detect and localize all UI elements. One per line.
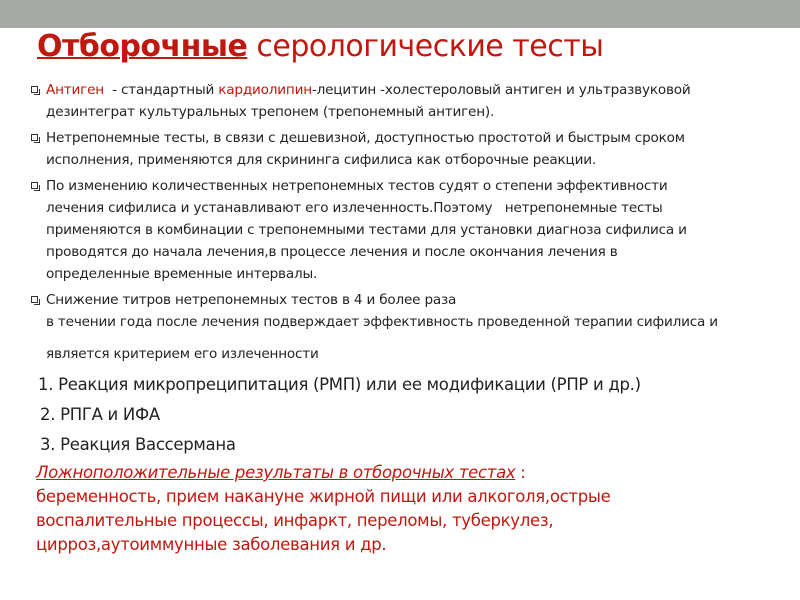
antigen-mid: - стандартный	[103, 82, 219, 98]
antigen-term: Антиген	[46, 82, 104, 98]
method-item: 3. Реакция Вассермана	[40, 435, 236, 454]
bullet-list	[30, 79, 770, 369]
quantitative-line-3: применяются в комбинации с трепонемными тестами для установки диагноза сифилиса и	[46, 222, 687, 238]
checkbox-bullet-icon	[31, 134, 38, 141]
antigen-tail-1: -лецитин -холестероловый антиген и ультразвуковой	[311, 82, 691, 98]
title-rest: серологические тесты	[247, 29, 604, 64]
method-item: 1. Реакция микропреципитация (РМП) или ее модификации (РПР и др.)	[38, 375, 641, 394]
nontreponemal-line-1: Нетрепонемные тесты, в связи с дешевизной, доступностью простотой и быстрым сроком	[46, 130, 685, 146]
quantitative-line-5: определенные временные интервалы.	[46, 266, 318, 282]
quantitative-line-4: проводятся до начала лечения,в процессе лечения и после окончания лечения в	[46, 244, 618, 260]
false-positive-colon: :	[515, 463, 526, 482]
checkbox-bullet-icon	[31, 182, 38, 189]
false-positive-line-1: беременность, прием накануне жирной пищи или алкоголя,острые	[36, 487, 611, 506]
bullet-quantitative	[30, 175, 770, 285]
quantitative-line-1: По изменению количественных нетрепонемных тестов судят о степени эффективности	[46, 178, 668, 194]
antigen-tail-2: дезинтеграт культуральных трепонем (трепонемный антиген).	[46, 104, 495, 120]
methods-list	[38, 370, 641, 460]
titer-line-2: в течении года после лечения подверждает эффективность проведенной терапии сифилиса и	[46, 314, 718, 330]
false-positive-heading-line	[36, 461, 756, 485]
quantitative-line-2: лечения сифилиса и устанавливают его излеченность.Поэтому нетрепонемные тесты	[46, 200, 663, 216]
titer-line-3: является критерием его излеченности	[46, 346, 319, 362]
nontreponemal-line-2: исполнения, применяются для скрининга сифилиса как отборочные реакции.	[46, 152, 596, 168]
checkbox-bullet-icon	[31, 296, 38, 303]
bullet-antigen	[30, 79, 770, 123]
false-positive-block	[36, 461, 756, 557]
false-positive-line-3: цирроз,аутоиммунные заболевания и др.	[36, 535, 387, 554]
slide-title	[37, 27, 603, 67]
titer-line-1: Снижение титров нетрепонемных тестов в 4 и более раза	[46, 292, 457, 308]
false-positive-heading: Ложноположительные результаты в отборочных тестах	[36, 463, 516, 482]
method-item: 2. РПГА и ИФА	[40, 405, 160, 424]
false-positive-line-2: воспалительные процессы, инфаркт, переломы, туберкулез,	[36, 511, 554, 530]
checkbox-bullet-icon	[31, 86, 38, 93]
bullet-titer-decrease	[30, 289, 770, 365]
cardiolipin-term: кардиолипин	[218, 82, 312, 98]
top-decor-bar	[0, 0, 800, 28]
bullet-nontreponemal	[30, 127, 770, 171]
title-accent-word: Отборочные	[37, 29, 248, 64]
